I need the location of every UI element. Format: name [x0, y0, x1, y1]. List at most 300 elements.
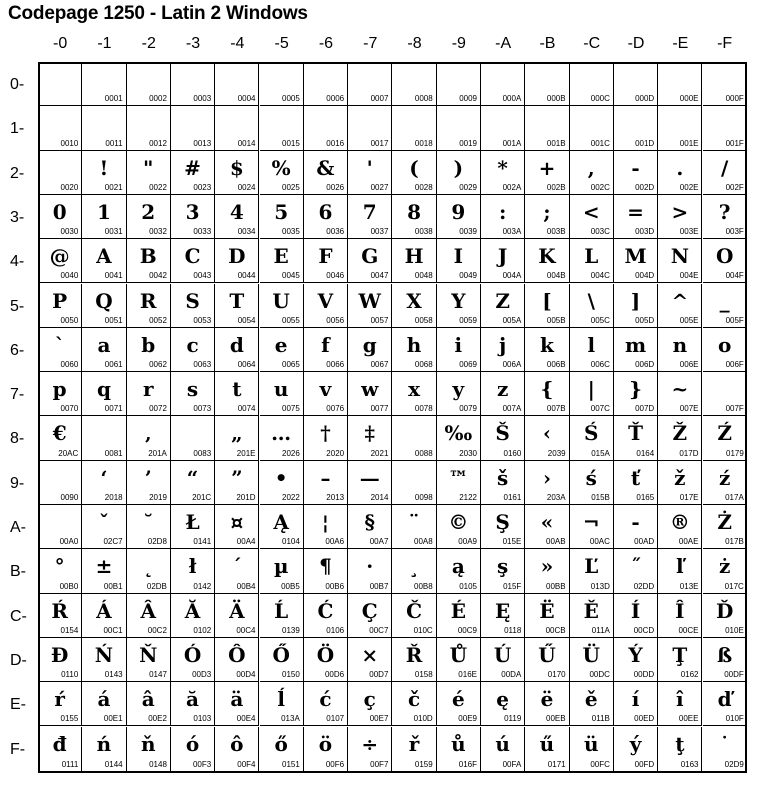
- code-cell: [215, 284, 259, 328]
- code-cell: [82, 682, 126, 726]
- code-cell: [437, 505, 481, 549]
- cell-unicode-code: 0076: [326, 404, 345, 414]
- code-cell: [392, 416, 436, 460]
- cell-glyph: J: [497, 244, 508, 269]
- code-cell: [348, 416, 392, 460]
- cell-unicode-code: 00A0: [59, 537, 79, 547]
- cell-glyph: š: [497, 465, 509, 490]
- cell-unicode-code: 2014: [370, 492, 389, 502]
- cell-glyph: q: [96, 377, 111, 402]
- code-cell: [215, 106, 259, 150]
- cell-unicode-code: 0019: [459, 138, 477, 148]
- code-cell: [614, 284, 658, 328]
- cell-unicode-code: 0065: [282, 360, 300, 370]
- cell-unicode-code: 0035: [282, 227, 300, 237]
- cell-glyph: ”: [231, 465, 243, 490]
- cell-glyph: …: [271, 421, 292, 446]
- code-cell: [481, 195, 525, 239]
- cell-unicode-code: 0110: [61, 670, 79, 680]
- cell-unicode-code: 0016: [326, 138, 345, 148]
- code-cell: [38, 594, 82, 638]
- code-cell: [348, 549, 392, 593]
- code-cell: [703, 638, 747, 682]
- cell-unicode-code: 013D: [590, 581, 610, 591]
- cell-unicode-code: 0050: [60, 315, 79, 325]
- cell-glyph: Ä: [229, 598, 245, 623]
- column-header: -D: [627, 35, 645, 52]
- code-cell: [703, 416, 747, 460]
- cell-glyph: T: [229, 288, 245, 313]
- code-cell: [481, 638, 525, 682]
- cell-glyph: Ö: [316, 642, 335, 667]
- code-cell: [127, 416, 171, 460]
- cell-unicode-code: 0046: [326, 271, 345, 281]
- code-cell: [215, 239, 259, 283]
- code-cell: [127, 461, 171, 505]
- code-cell: [614, 328, 658, 372]
- cell-unicode-code: 0154: [60, 625, 79, 635]
- cell-glyph: 7: [362, 199, 377, 224]
- code-cell: [215, 416, 259, 460]
- cell-unicode-code: 00D7: [369, 670, 389, 680]
- cell-glyph: Â: [140, 598, 156, 623]
- code-cell: [481, 151, 525, 195]
- cell-glyph: +: [538, 155, 556, 180]
- code-cell: [658, 549, 702, 593]
- cell-glyph: ś: [585, 465, 597, 490]
- code-cell: [38, 461, 82, 505]
- code-cell: [437, 239, 481, 283]
- code-cell: [304, 239, 348, 283]
- cell-glyph: ł: [188, 554, 197, 579]
- cell-unicode-code: 00B0: [59, 581, 79, 591]
- cell-unicode-code: 0033: [193, 227, 212, 237]
- cell-unicode-code: 0012: [149, 138, 167, 148]
- code-cell: [348, 106, 392, 150]
- cell-glyph: ń: [96, 731, 112, 756]
- cell-glyph: w: [361, 377, 379, 402]
- cell-glyph: ‘: [100, 465, 108, 490]
- cell-glyph: c: [186, 332, 199, 357]
- cell-glyph: ~: [671, 377, 689, 402]
- cell-glyph: _: [719, 288, 730, 313]
- cell-unicode-code: 00AE: [678, 537, 699, 547]
- cell-glyph: @: [49, 244, 70, 269]
- cell-glyph: –: [320, 465, 331, 490]
- cell-glyph: F: [318, 244, 333, 269]
- row-header: 9-: [10, 474, 25, 492]
- code-cell: [703, 461, 747, 505]
- cell-glyph: ˇ: [98, 510, 109, 534]
- cell-glyph: y: [452, 377, 465, 402]
- code-cell: [215, 372, 259, 416]
- cell-glyph: Ő: [272, 642, 290, 667]
- cell-unicode-code: 0051: [104, 315, 123, 325]
- code-cell: [392, 195, 436, 239]
- code-cell: [171, 151, 215, 195]
- code-cell: [82, 505, 126, 549]
- cell-glyph: ý: [629, 731, 642, 756]
- code-cell: [171, 638, 215, 682]
- cell-glyph: ;: [543, 199, 551, 224]
- code-cell: [38, 151, 82, 195]
- cell-unicode-code: 010E: [725, 625, 744, 635]
- code-cell: [38, 239, 82, 283]
- row-header: D-: [10, 651, 27, 669]
- code-cell: [570, 284, 614, 328]
- row-header: 5-: [10, 297, 25, 315]
- cell-unicode-code: 0008: [414, 94, 433, 104]
- code-cell: [570, 106, 614, 150]
- cell-glyph: ë: [540, 687, 554, 712]
- cell-glyph: %: [271, 155, 291, 180]
- row-header: E-: [10, 696, 26, 714]
- cell-unicode-code: 00E2: [148, 714, 167, 724]
- code-cell: [614, 62, 658, 106]
- cell-glyph: l: [587, 332, 596, 357]
- code-cell: [215, 594, 259, 638]
- cell-glyph: Ż: [717, 510, 732, 534]
- code-cell: [703, 594, 747, 638]
- cell-glyph: V: [317, 288, 334, 313]
- code-cell: [481, 549, 525, 593]
- code-cell: [570, 195, 614, 239]
- cell-unicode-code: 013A: [281, 714, 300, 724]
- column-header: -4: [230, 35, 245, 52]
- cell-glyph: ‹: [542, 421, 551, 446]
- code-cell: [570, 151, 614, 195]
- cell-glyph: }: [629, 377, 642, 402]
- cell-unicode-code: 015E: [502, 537, 522, 547]
- cell-glyph: ě: [584, 687, 598, 712]
- code-cell: [127, 638, 171, 682]
- code-cell: [392, 328, 436, 372]
- cell-unicode-code: 0001: [104, 94, 123, 104]
- code-cell: [82, 151, 126, 195]
- column-header: -8: [407, 35, 422, 52]
- code-cell: [215, 151, 259, 195]
- cell-unicode-code: 0165: [636, 492, 655, 502]
- cell-unicode-code: 00DF: [724, 670, 744, 680]
- code-cell: [127, 549, 171, 593]
- code-cell: [127, 372, 171, 416]
- code-cell: [658, 727, 702, 771]
- code-cell: [525, 727, 569, 771]
- code-cell: [525, 505, 569, 549]
- code-cell: [171, 284, 215, 328]
- code-cell: [392, 372, 436, 416]
- code-cell: [38, 727, 82, 771]
- code-cell: [38, 372, 82, 416]
- code-cell: [127, 106, 171, 150]
- code-cell: [348, 682, 392, 726]
- cell-unicode-code: 00F6: [325, 759, 345, 769]
- cell-glyph: A: [96, 244, 112, 269]
- cell-unicode-code: 017D: [679, 448, 699, 458]
- code-cell: [127, 328, 171, 372]
- code-cell: [171, 416, 215, 460]
- column-header: -7: [363, 35, 378, 52]
- cell-unicode-code: 00F4: [237, 759, 256, 769]
- cell-glyph: Ë: [539, 598, 555, 623]
- cell-unicode-code: 201A: [148, 448, 167, 458]
- cell-unicode-code: 0055: [282, 315, 300, 325]
- cell-glyph: Ě: [583, 598, 599, 623]
- cell-unicode-code: 010C: [413, 625, 433, 635]
- cell-unicode-code: 00C1: [103, 625, 123, 635]
- code-cell: [525, 549, 569, 593]
- code-cell: [658, 62, 702, 106]
- cell-glyph: ć: [319, 687, 332, 712]
- cell-glyph: Ý: [628, 642, 643, 667]
- cell-unicode-code: 0011: [105, 138, 123, 148]
- cell-glyph: Ľ: [584, 554, 599, 579]
- cell-unicode-code: 00A6: [325, 537, 345, 547]
- cell-unicode-code: 0118: [504, 625, 522, 635]
- code-cell: [304, 638, 348, 682]
- cell-glyph: á: [97, 687, 111, 712]
- cell-unicode-code: 00A9: [458, 537, 477, 547]
- cell-unicode-code: 0029: [459, 182, 477, 192]
- cell-glyph: b: [141, 332, 156, 357]
- code-cell: [348, 638, 392, 682]
- cell-glyph: ´: [231, 554, 242, 579]
- code-cell: [392, 682, 436, 726]
- code-cell: [703, 682, 747, 726]
- code-cell: [614, 594, 658, 638]
- cell-unicode-code: 00BB: [546, 581, 566, 591]
- code-cell: [260, 638, 304, 682]
- code-cell: [437, 62, 481, 106]
- cell-unicode-code: 00F7: [370, 759, 389, 769]
- cell-unicode-code: 0107: [326, 714, 345, 724]
- cell-unicode-code: 013E: [679, 581, 699, 591]
- cell-unicode-code: 00C7: [369, 625, 389, 635]
- cell-unicode-code: 00F3: [192, 759, 212, 769]
- code-cell: [481, 416, 525, 460]
- cell-glyph: ĺ: [277, 687, 285, 712]
- cell-unicode-code: 00DD: [633, 670, 655, 680]
- code-cell: [215, 549, 259, 593]
- code-cell: [38, 328, 82, 372]
- code-cell: [82, 106, 126, 150]
- code-cell: [215, 62, 259, 106]
- column-header: -2: [141, 35, 156, 52]
- cell-glyph: Ĺ: [274, 598, 289, 623]
- code-cell: [304, 151, 348, 195]
- cell-unicode-code: 004D: [635, 271, 655, 281]
- cell-glyph: m: [624, 332, 647, 357]
- cell-unicode-code: 005F: [725, 315, 744, 325]
- cell-glyph: ů: [451, 731, 466, 756]
- code-cell: [82, 372, 126, 416]
- cell-unicode-code: 0007: [370, 94, 389, 104]
- cell-unicode-code: 0161: [503, 492, 522, 502]
- code-cell: [348, 328, 392, 372]
- cell-unicode-code: 0072: [149, 404, 167, 414]
- cell-unicode-code: 000E: [679, 94, 699, 104]
- cell-glyph: ţ: [675, 731, 685, 756]
- code-cell: [127, 505, 171, 549]
- cell-unicode-code: 00AB: [546, 537, 566, 547]
- cell-unicode-code: 000F: [725, 94, 744, 104]
- cell-glyph: ö: [318, 731, 333, 756]
- cell-unicode-code: 0047: [370, 271, 389, 281]
- cell-unicode-code: 00E4: [236, 714, 256, 724]
- cell-glyph: !: [99, 155, 109, 180]
- cell-unicode-code: 004F: [725, 271, 744, 281]
- cell-glyph: ľ: [676, 554, 684, 579]
- cell-unicode-code: 0164: [636, 448, 655, 458]
- cell-glyph: Q: [95, 288, 113, 313]
- cell-glyph: \: [587, 288, 595, 313]
- cell-glyph: 8: [407, 199, 421, 224]
- cell-unicode-code: 001A: [502, 138, 522, 148]
- cell-glyph: ű: [539, 731, 555, 756]
- cell-glyph: p: [52, 377, 67, 402]
- cell-unicode-code: 00EE: [678, 714, 699, 724]
- code-cell: [614, 549, 658, 593]
- cell-unicode-code: 001B: [546, 138, 566, 148]
- cell-glyph: ’: [144, 465, 152, 490]
- row-header: B-: [10, 563, 26, 581]
- code-cell: [703, 195, 747, 239]
- cell-glyph: Ś: [584, 421, 599, 446]
- code-cell: [658, 461, 702, 505]
- cell-unicode-code: 0079: [459, 404, 477, 414]
- cell-unicode-code: 0058: [414, 315, 433, 325]
- code-cell: [570, 416, 614, 460]
- cell-unicode-code: 006C: [590, 360, 610, 370]
- code-cell: [348, 62, 392, 106]
- cell-glyph: $: [229, 155, 244, 180]
- cell-glyph: 2: [141, 199, 156, 224]
- cell-unicode-code: 02DD: [633, 581, 655, 591]
- cell-glyph: ˙: [719, 731, 730, 756]
- code-cell: [570, 372, 614, 416]
- code-cell: [348, 727, 392, 771]
- cell-unicode-code: 00AC: [589, 537, 610, 547]
- cell-glyph: u: [273, 377, 289, 402]
- cell-unicode-code: 0105: [459, 581, 477, 591]
- cell-unicode-code: 0081: [104, 448, 123, 458]
- cell-unicode-code: 007B: [546, 404, 566, 414]
- cell-unicode-code: 0067: [370, 360, 389, 370]
- cell-glyph: M: [624, 244, 647, 269]
- cell-unicode-code: 00A4: [236, 537, 256, 547]
- cell-glyph: ‡: [364, 421, 375, 446]
- cell-unicode-code: 015A: [591, 448, 610, 458]
- code-cell: [525, 62, 569, 106]
- column-header: -A: [495, 35, 512, 52]
- cell-glyph: đ: [52, 731, 67, 756]
- cell-unicode-code: 0036: [326, 227, 345, 237]
- cell-glyph: ˝: [630, 554, 641, 579]
- cell-unicode-code: 0068: [414, 360, 433, 370]
- cell-unicode-code: 006A: [502, 360, 522, 370]
- cell-glyph: ó: [185, 731, 200, 756]
- cell-unicode-code: 0040: [60, 271, 79, 281]
- cell-unicode-code: 0066: [326, 360, 345, 370]
- cell-unicode-code: 005C: [590, 315, 610, 325]
- cell-glyph: ¦: [321, 510, 330, 534]
- cell-unicode-code: 02D9: [724, 759, 744, 769]
- code-cell: [614, 416, 658, 460]
- row-header: A-: [10, 519, 26, 536]
- code-cell: [260, 505, 304, 549]
- cell-unicode-code: 201D: [236, 492, 256, 502]
- code-cell: [570, 505, 614, 549]
- code-cell: [525, 284, 569, 328]
- code-cell: [215, 727, 259, 771]
- cell-glyph: n: [672, 332, 688, 357]
- cell-glyph: I: [453, 244, 464, 269]
- code-cell: [171, 727, 215, 771]
- cell-unicode-code: 0057: [370, 315, 389, 325]
- cell-glyph: .: [676, 155, 684, 180]
- code-cell: [481, 239, 525, 283]
- code-cell: [392, 62, 436, 106]
- cell-glyph: Ť: [628, 421, 643, 446]
- cell-unicode-code: 0021: [104, 182, 123, 192]
- code-cell: [82, 62, 126, 106]
- cell-unicode-code: 0148: [149, 759, 167, 769]
- cell-unicode-code: 2020: [326, 448, 345, 458]
- cell-glyph: D: [228, 244, 246, 269]
- cell-glyph: †: [320, 421, 331, 446]
- code-cell: [260, 151, 304, 195]
- cell-unicode-code: 003B: [546, 227, 566, 237]
- code-cell: [260, 239, 304, 283]
- cell-unicode-code: 00EB: [546, 714, 566, 724]
- cell-unicode-code: 0062: [149, 360, 167, 370]
- code-cell: [38, 682, 82, 726]
- code-cell: [260, 461, 304, 505]
- code-cell: [127, 727, 171, 771]
- code-cell: [82, 461, 126, 505]
- cell-unicode-code: 002C: [590, 182, 610, 192]
- cell-unicode-code: 0059: [459, 315, 477, 325]
- code-cell: [392, 106, 436, 150]
- code-cell: [703, 549, 747, 593]
- code-cell: [215, 505, 259, 549]
- code-cell: [260, 106, 304, 150]
- cell-glyph: ź: [718, 465, 731, 490]
- cell-glyph: ę: [496, 687, 510, 712]
- code-cell: [658, 638, 702, 682]
- cell-unicode-code: 0039: [459, 227, 477, 237]
- code-cell: [171, 372, 215, 416]
- code-cell: [658, 328, 702, 372]
- cell-glyph: S: [185, 288, 200, 313]
- cell-glyph: Á: [96, 598, 112, 623]
- code-cell: [82, 195, 126, 239]
- code-cell: [658, 372, 702, 416]
- code-cell: [658, 239, 702, 283]
- cell-glyph: P: [52, 288, 68, 313]
- cell-glyph: (: [409, 155, 419, 180]
- cell-glyph: Ţ: [672, 642, 688, 667]
- cell-unicode-code: 0041: [104, 271, 123, 281]
- cell-glyph: 4: [229, 199, 244, 224]
- cell-unicode-code: 00B4: [236, 581, 256, 591]
- code-cell: [348, 372, 392, 416]
- cell-glyph: Ô: [228, 642, 246, 667]
- code-cell: [703, 328, 747, 372]
- code-cell: [38, 106, 82, 150]
- code-cell: [614, 151, 658, 195]
- code-cell: [570, 328, 614, 372]
